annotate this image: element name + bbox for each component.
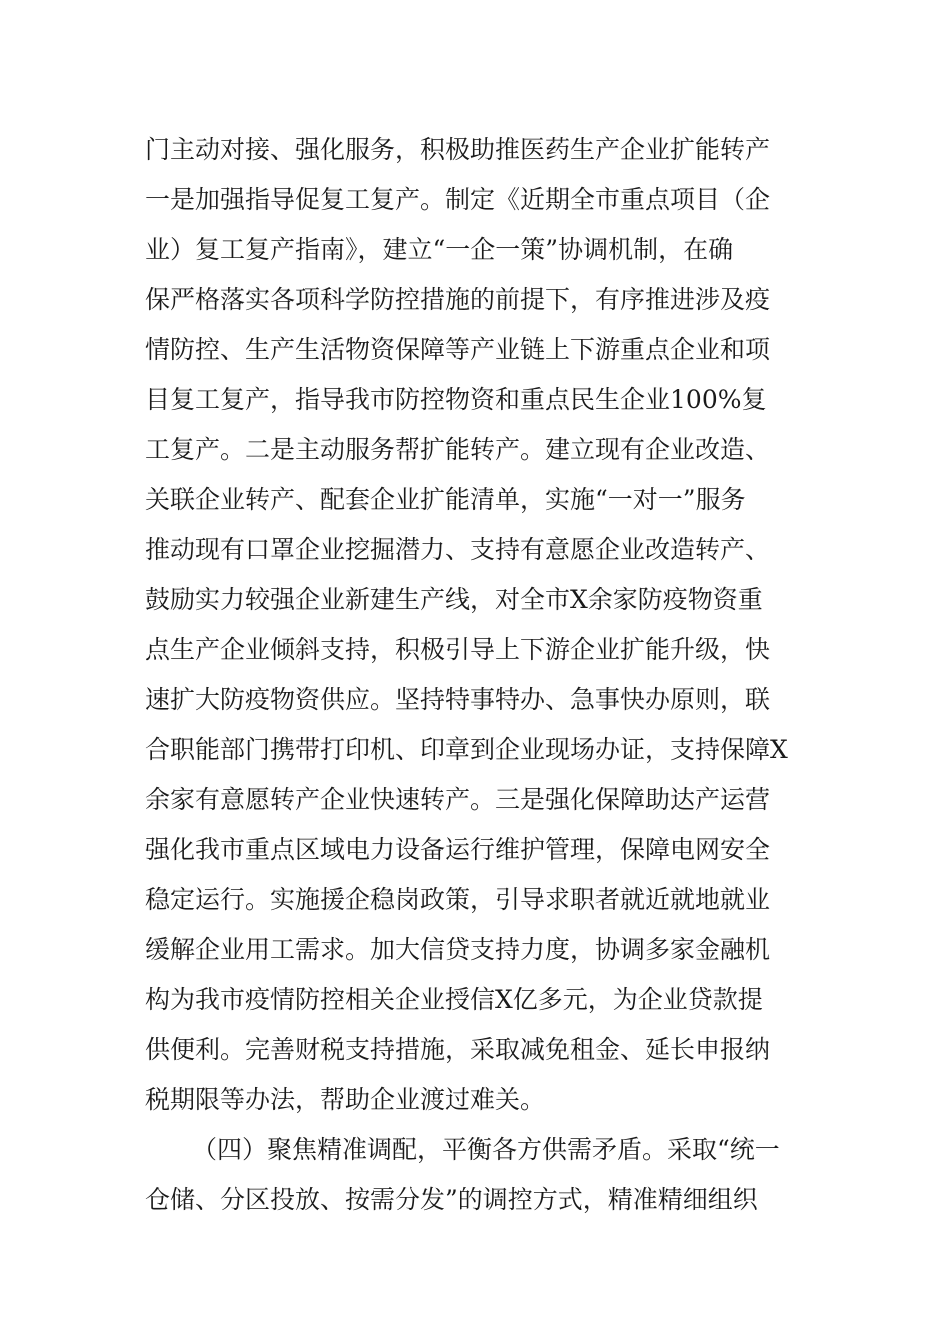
text-line: 保严格落实各项科学防控措施的前提下，有序推进涉及疫 — [145, 285, 771, 314]
text-line: 余家有意愿转产企业快速转产。三是强化保障助达产运营 — [145, 785, 771, 814]
text-line: 鼓励实力较强企业新建生产线，对全市X余家防疫物资重 — [145, 585, 763, 614]
text-line: 业）复工复产指南》，建立“一企一策”协调机制，在确 — [145, 235, 734, 264]
text-line: 供便利。完善财税支持措施，采取减免租金、延长申报纳 — [145, 1035, 771, 1064]
text-line: 情防控、生产生活物资保障等产业链上下游重点企业和项 — [145, 335, 771, 364]
text-line: 强化我市重点区域电力设备运行维护管理，保障电网安全 — [145, 835, 771, 864]
text-line: 推动现有口罩企业挖掘潜力、支持有意愿企业改造转产、 — [145, 535, 771, 564]
text-line: 一是加强指导促复工复产。制定《近期全市重点项目（企 — [145, 185, 771, 214]
text-line: 稳定运行。实施援企稳岗政策，引导求职者就近就地就业 — [145, 885, 771, 914]
text-line: 目复工复产，指导我市防控物资和重点民生企业100%复 — [145, 385, 767, 414]
section-heading-line: （四）聚焦精准调配，平衡各方供需矛盾。采取“统一 — [192, 1135, 780, 1164]
text-line: 合职能部门携带打印机、印章到企业现场办证，支持保障X — [145, 735, 788, 764]
text-line: 关联企业转产、配套企业扩能清单，实施“一对一”服务 — [145, 485, 746, 514]
text-line: 门主动对接、强化服务，积极助推医药生产企业扩能转产 — [145, 135, 771, 164]
text-line: 工复产。二是主动服务帮扩能转产。建立现有企业改造、 — [145, 435, 771, 464]
text-line: 速扩大防疫物资供应。坚持特事特办、急事快办原则，联 — [145, 685, 771, 714]
text-line: 构为我市疫情防控相关企业授信X亿多元，为企业贷款提 — [145, 985, 763, 1014]
text-line: 税期限等办法，帮助企业渡过难关。 — [145, 1085, 546, 1114]
text-line: 缓解企业用工需求。加大信贷支持力度，协调多家金融机 — [145, 935, 771, 964]
text-line: 点生产企业倾斜支持，积极引导上下游企业扩能升级，快 — [145, 635, 771, 664]
text-line: 仓储、分区投放、按需分发”的调控方式，精准精细组织 — [145, 1185, 758, 1214]
